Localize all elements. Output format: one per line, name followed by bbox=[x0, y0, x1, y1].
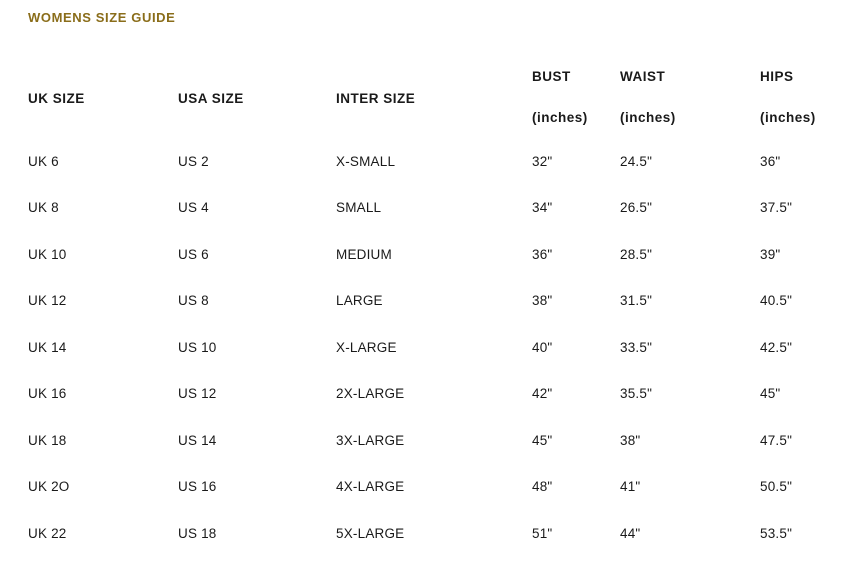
cell-usa-size: US 4 bbox=[178, 200, 209, 216]
column-header-waist-unit: (inches) bbox=[620, 109, 676, 125]
column-header-inter-size-label: INTER SIZE bbox=[336, 91, 416, 106]
column-header-usa-size-label: USA SIZE bbox=[178, 91, 244, 106]
cell-hips: 40.5" bbox=[760, 293, 793, 309]
column-header-waist-label: WAIST bbox=[620, 69, 666, 84]
column-header-bust-label: BUST bbox=[532, 69, 571, 84]
table-row bbox=[28, 371, 848, 418]
cell-hips: 45" bbox=[760, 386, 781, 402]
cell-waist: 41" bbox=[620, 479, 641, 495]
cell-usa-size: US 8 bbox=[178, 293, 209, 309]
cell-bust: 51" bbox=[532, 525, 553, 541]
cell-bust: 32" bbox=[532, 153, 553, 169]
cell-uk-size: UK 2O bbox=[28, 479, 70, 495]
table-row bbox=[28, 464, 848, 511]
column-header-waist bbox=[620, 52, 760, 138]
table-header bbox=[28, 52, 848, 138]
cell-waist: 26.5" bbox=[620, 200, 653, 216]
cell-waist: 24.5" bbox=[620, 153, 653, 169]
cell-uk-size: UK 6 bbox=[28, 153, 59, 169]
table-body bbox=[28, 138, 848, 557]
cell-bust: 40" bbox=[532, 339, 553, 355]
cell-inter-size: X-SMALL bbox=[336, 153, 396, 169]
cell-uk-size: UK 12 bbox=[28, 293, 67, 309]
cell-inter-size: 2X-LARGE bbox=[336, 386, 405, 402]
cell-usa-size: US 10 bbox=[178, 339, 217, 355]
cell-inter-size: 4X-LARGE bbox=[336, 479, 405, 495]
cell-waist: 38" bbox=[620, 432, 641, 448]
column-header-hips-unit: (inches) bbox=[760, 109, 816, 125]
cell-inter-size: 3X-LARGE bbox=[336, 432, 405, 448]
cell-bust: 34" bbox=[532, 200, 553, 216]
column-header-usa-size bbox=[178, 52, 336, 138]
table-row bbox=[28, 138, 848, 185]
cell-usa-size: US 18 bbox=[178, 525, 217, 541]
column-header-hips-label: HIPS bbox=[760, 69, 794, 84]
cell-hips: 42.5" bbox=[760, 339, 793, 355]
cell-hips: 36" bbox=[760, 153, 781, 169]
column-header-uk-size-label: UK SIZE bbox=[28, 91, 85, 106]
cell-hips: 53.5" bbox=[760, 525, 793, 541]
table-row bbox=[28, 510, 848, 557]
table-row bbox=[28, 231, 848, 278]
cell-uk-size: UK 22 bbox=[28, 525, 67, 541]
cell-hips: 37.5" bbox=[760, 200, 793, 216]
column-header-uk-size bbox=[28, 52, 178, 138]
page-title: WOMENS SIZE GUIDE bbox=[28, 10, 176, 25]
cell-uk-size: UK 8 bbox=[28, 200, 59, 216]
cell-usa-size: US 16 bbox=[178, 479, 217, 495]
cell-usa-size: US 14 bbox=[178, 432, 217, 448]
cell-bust: 48" bbox=[532, 479, 553, 495]
table-row bbox=[28, 324, 848, 371]
table-row bbox=[28, 185, 848, 232]
cell-waist: 35.5" bbox=[620, 386, 653, 402]
cell-inter-size: LARGE bbox=[336, 293, 383, 309]
column-header-bust-unit: (inches) bbox=[532, 109, 588, 125]
cell-uk-size: UK 18 bbox=[28, 432, 67, 448]
cell-bust: 38" bbox=[532, 293, 553, 309]
table-header-row bbox=[28, 52, 848, 138]
cell-usa-size: US 2 bbox=[178, 153, 209, 169]
cell-inter-size: MEDIUM bbox=[336, 246, 392, 262]
cell-uk-size: UK 14 bbox=[28, 339, 67, 355]
cell-inter-size: 5X-LARGE bbox=[336, 525, 405, 541]
column-header-hips bbox=[760, 52, 848, 138]
cell-hips: 39" bbox=[760, 246, 781, 262]
size-chart-table bbox=[28, 52, 848, 557]
cell-uk-size: UK 16 bbox=[28, 386, 67, 402]
cell-bust: 42" bbox=[532, 386, 553, 402]
cell-waist: 33.5" bbox=[620, 339, 653, 355]
cell-inter-size: X-LARGE bbox=[336, 339, 397, 355]
column-header-bust bbox=[532, 52, 620, 138]
cell-hips: 50.5" bbox=[760, 479, 793, 495]
column-header-inter-size bbox=[336, 52, 532, 138]
cell-bust: 45" bbox=[532, 432, 553, 448]
cell-waist: 31.5" bbox=[620, 293, 653, 309]
table-row bbox=[28, 278, 848, 325]
table-row bbox=[28, 417, 848, 464]
cell-waist: 44" bbox=[620, 525, 641, 541]
cell-usa-size: US 6 bbox=[178, 246, 209, 262]
cell-bust: 36" bbox=[532, 246, 553, 262]
cell-inter-size: SMALL bbox=[336, 200, 382, 216]
cell-usa-size: US 12 bbox=[178, 386, 217, 402]
cell-hips: 47.5" bbox=[760, 432, 793, 448]
cell-uk-size: UK 10 bbox=[28, 246, 67, 262]
cell-waist: 28.5" bbox=[620, 246, 653, 262]
